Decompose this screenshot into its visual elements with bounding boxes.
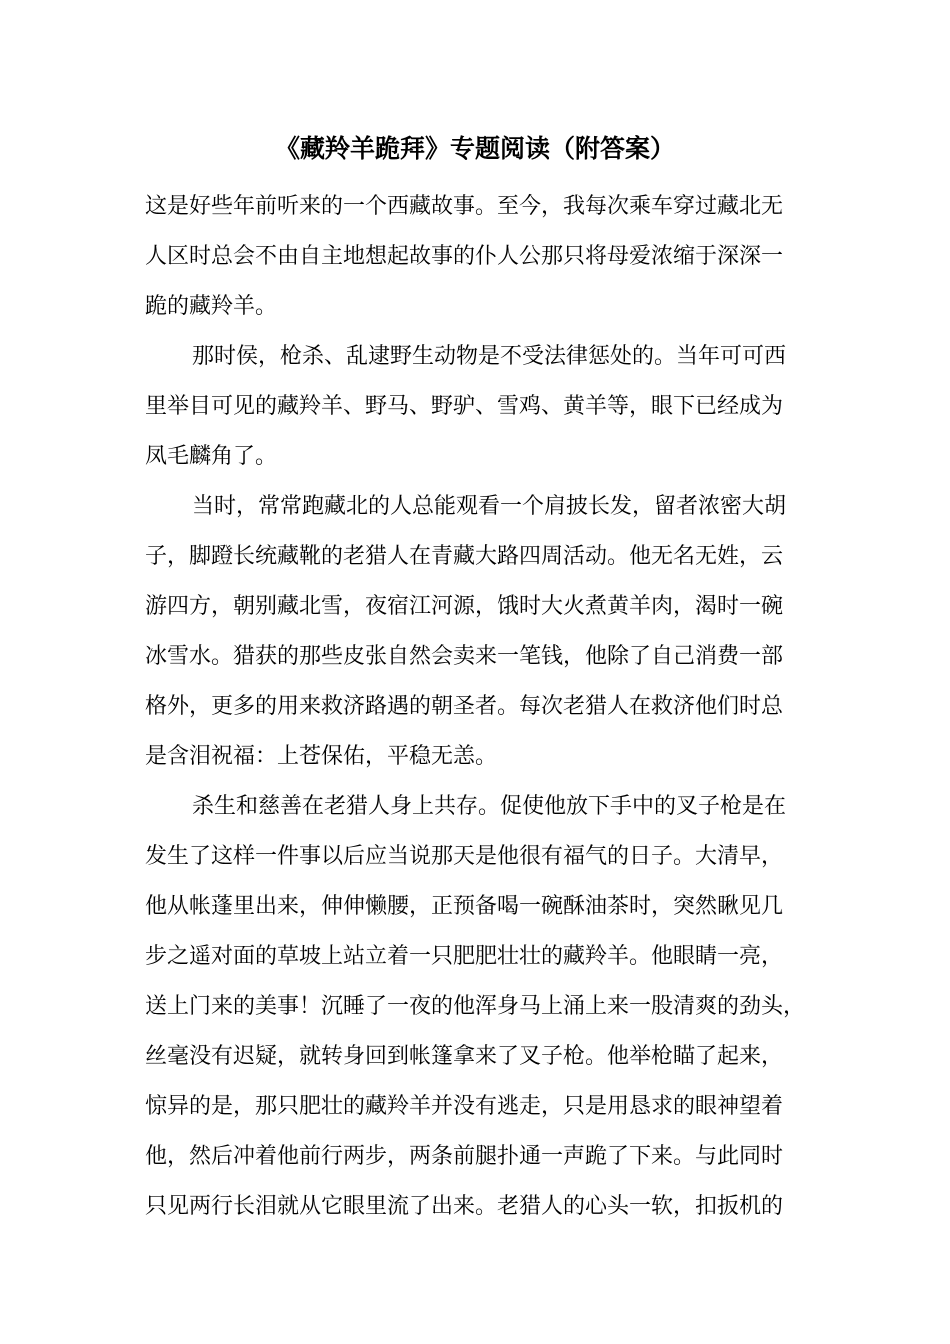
paragraph-line: 惊异的是，那只肥壮的藏羚羊并没有逃走，只是用恳求的眼神望着: [145, 1094, 784, 1119]
paragraph-line: 送上门来的美事！沉睡了一夜的他浑身马上涌上来一股清爽的劲头，: [145, 994, 806, 1019]
paragraph: [145, 482, 825, 782]
paragraph-line: 当时，常常跑藏北的人总能观看一个肩披长发，留者浓密大胡: [192, 494, 787, 519]
document-body: [145, 182, 825, 1232]
paragraph-line: 跪的藏羚羊。: [145, 294, 278, 319]
paragraph-line: 格外，更多的用来救济路遇的朝圣者。每次老猎人在救济他们时总: [145, 694, 784, 719]
paragraph-line: 这是好些年前听来的一个西藏故事。至今，我每次乘车穿过藏北无: [145, 194, 784, 219]
paragraph-line: 游四方，朝别藏北雪，夜宿江河源，饿时大火煮黄羊肉，渴时一碗: [145, 594, 784, 619]
paragraph: [145, 182, 825, 332]
paragraph: [145, 332, 825, 482]
paragraph-line: 发生了这样一件事以后应当说那天是他很有福气的日子。大清早，: [145, 844, 784, 869]
paragraph-line: 是含泪祝福：上苍保佑，平稳无恙。: [145, 744, 498, 769]
paragraph-line: 子，脚蹬长统藏靴的老猎人在青藏大路四周活动。他无名无姓，云: [145, 544, 784, 569]
paragraph-line: 冰雪水。猎获的那些皮张自然会卖来一笔钱，他除了自己消费一部: [145, 644, 784, 669]
paragraph-line: 人区时总会不由自主地想起故事的仆人公那只将母爱浓缩于深深一: [145, 244, 784, 269]
paragraph-line: 他从帐蓬里出来，伸伸懒腰，正预备喝一碗酥油茶时，突然瞅见几: [145, 894, 784, 919]
paragraph-line: 只见两行长泪就从它眼里流了出来。老猎人的心头一软，扣扳机的: [145, 1194, 784, 1219]
paragraph-line: 凤毛麟角了。: [145, 444, 278, 469]
paragraph-line: 他，然后冲着他前行两步，两条前腿扑通一声跪了下来。与此同时: [145, 1144, 784, 1169]
paragraph-line: 那时侯，枪杀、乱逮野生动物是不受法律惩处的。当年可可西: [192, 344, 787, 369]
paragraph-line: 丝毫没有迟疑，就转身回到帐篷拿来了叉子枪。他举枪瞄了起来，: [145, 1044, 784, 1069]
paragraph: [145, 782, 825, 1232]
paragraph-line: 杀生和慈善在老猎人身上共存。促使他放下手中的叉子枪是在: [192, 794, 787, 819]
document-title: 《藏羚羊跪拜》专题阅读（附答案）: [274, 134, 675, 163]
paragraph-line: 步之遥对面的草坡上站立着一只肥肥壮壮的藏羚羊。他眼睛一亮，: [145, 944, 784, 969]
paragraph-line: 里举目可见的藏羚羊、野马、野驴、雪鸡、黄羊等，眼下已经成为: [145, 394, 784, 419]
